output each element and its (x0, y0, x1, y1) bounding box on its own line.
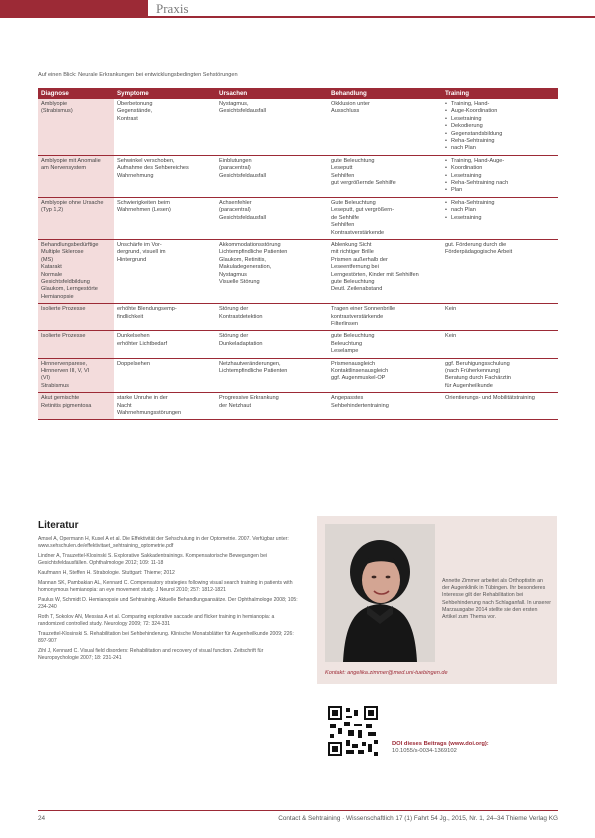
table-cell-ursachen (216, 393, 328, 420)
cell-line: Kontrastdetektion (219, 313, 263, 320)
table-cell-symptome (114, 358, 216, 393)
header-rule (148, 16, 595, 18)
cell-line: Hirnnerven III, V, VI (41, 368, 90, 374)
training-item: • Lesetraining (445, 173, 555, 180)
overview-table (38, 88, 558, 420)
cell-line: Sehhilfen (331, 172, 355, 179)
column-header: Symptome (114, 88, 216, 99)
column-header: Training (442, 88, 558, 99)
table-cell-diagnose (38, 197, 114, 239)
cell-line: Sehhilfen (331, 222, 355, 229)
cell-line: gute Beleuchtung (331, 157, 375, 164)
cell-line: Makuladegeneration, (219, 264, 272, 271)
table-cell-symptome (114, 155, 216, 197)
cell-line: Akut gemischte (41, 395, 80, 402)
cell-line: Nacht (117, 402, 132, 409)
cell-line: Leseputt, gut vergrößern- (331, 207, 395, 214)
cell-line: für Augenheilkunde (445, 382, 493, 389)
cell-line: Hemianopsie (41, 293, 74, 300)
training-item: • Koordination (445, 165, 555, 172)
training-item: • Reha-Sehtraining nach (445, 180, 555, 187)
cell-line: Wahrnehmung (117, 172, 154, 179)
cell-line: Kontaktlinsenausgleich (331, 368, 389, 374)
table-cell-symptome (114, 393, 216, 420)
cell-line: (nach Früherkennung) (445, 368, 501, 374)
author-photo (325, 524, 435, 662)
table-cell-diagnose (38, 155, 114, 197)
table-cell-behandlung (328, 331, 442, 358)
cell-line: ggf. Beruhigungsschulung (445, 360, 510, 367)
cell-line: Beratung durch Fachärztin (445, 375, 511, 382)
cell-line: (Typ 1,2) (41, 207, 64, 214)
cell-line: Multiple Sklerose (41, 249, 84, 256)
cell-line: Einblutungen (219, 157, 252, 164)
table-row (38, 239, 558, 303)
cell-line: de Sehhilfe (331, 214, 359, 221)
author-email-link[interactable]: Kontakt: angelika.zimmer@med.uni-tuebingen.de (325, 670, 448, 676)
cell-line: Orientierungs- und Mobilitätstraining (445, 395, 535, 402)
table-cell-training (442, 331, 558, 358)
cell-line: Gesichtsfeldausfall (219, 108, 266, 115)
cell-line: Nystagmus (219, 271, 247, 278)
cell-line: Angepasstes (331, 395, 364, 402)
cell-line: Förderpädagogische Arbeit (445, 249, 513, 256)
cell-line: Störung der (219, 333, 249, 340)
cell-line: (VI) (41, 375, 51, 382)
table-row (38, 99, 558, 155)
cell-line: Kein (445, 333, 457, 340)
table-cell-diagnose (38, 99, 114, 155)
cell-line: Isolierte Prozesse (41, 306, 86, 313)
cell-line: Gesichtsfeldausfall (219, 172, 266, 179)
reference-item: Trauzettel-Klosinski S. Rehabilitation bei Sehbehinderung. Klinische Monatsblätter für Augenheilkunde 2009; 226: 897-907 (38, 631, 294, 644)
cell-line: Visuelle Störung (219, 278, 260, 285)
doi-value: 10.1055/s-0034-1369102 (392, 748, 457, 754)
cell-line: Sehbehindertentraining (331, 402, 389, 409)
table-cell-ursachen (216, 331, 328, 358)
table-cell-symptome (114, 304, 216, 331)
table-cell-behandlung (328, 358, 442, 393)
cell-line: Progressive Erkrankung (219, 395, 279, 402)
table-cell-ursachen (216, 239, 328, 303)
cell-line: Prismenausgleich (331, 360, 376, 367)
cell-line: mit richtiger Brille (331, 249, 374, 256)
cell-line: (paracentral) (219, 207, 251, 214)
table-cell-training (442, 393, 558, 420)
cell-line: (MS) (41, 256, 54, 263)
cell-line: Retinitis pigmentosa (41, 402, 92, 409)
table-cell-ursachen (216, 304, 328, 331)
training-item: • Training, Hand-Auge- (445, 158, 555, 165)
cell-line: Filterlinsen (331, 320, 359, 327)
table-cell-diagnose (38, 304, 114, 331)
literature-title: Literatur (38, 520, 79, 531)
cell-line: Tragen einer Sonnenbrille (331, 306, 396, 313)
cell-line: Isolierte Prozesse (41, 333, 86, 340)
cell-line: Dunkelsehen (117, 333, 150, 340)
cell-line: Hintergrund (117, 256, 147, 263)
training-item: • Auge-Koordination (445, 108, 555, 115)
cell-line: Behandlungsbedürftige (41, 241, 99, 248)
cell-line: Amblyopie mit Anomalie (41, 157, 101, 164)
cell-line: Wahrnehmen (Lesen) (117, 207, 171, 214)
journal-citation: Contact & Sehtraining · Wissenschaftlich 17 (1) Fahrt 54 Jg., 2015, Nr. 1, 24–34 Thieme Verlag KG (278, 815, 558, 822)
table-cell-behandlung (328, 197, 442, 239)
cell-line: Lichtempfindliche Patienten (219, 249, 288, 256)
cell-line: starke Unruhe in der (117, 395, 168, 402)
table-cell-ursachen (216, 358, 328, 393)
table-row (38, 358, 558, 393)
cell-line: Gute Beleuchtung (331, 199, 376, 206)
reference-item: Roth T, Sokolov AN, Messias A et al. Comparing explorative saccade and flicker training in hemianopia: a randomized controlled study. Neurology 2009; 72: 324-331 (38, 614, 275, 627)
reference-item: Lindner A, Trauzettel-Klosinski S. Explorative Sakkadentrainings. Kompensatorische Bewegungen bei Gesichtsfeldausfällen. Ophthalmologe 2012; 109: 11-18 (38, 553, 268, 566)
table-cell-behandlung (328, 393, 442, 420)
table-cell-training (442, 197, 558, 239)
cell-line: erhöhter Lichtbedarf (117, 340, 168, 347)
cell-line: Kontrast (117, 115, 138, 122)
table-cell-ursachen (216, 99, 328, 155)
cell-line: Leseputt (331, 165, 353, 172)
cell-line: Hirnnervenparese, (41, 360, 88, 367)
table-cell-symptome (114, 331, 216, 358)
training-item: • Reha-Sehtraining (445, 138, 555, 145)
cell-line: Glaukom, Lerngestörte (41, 286, 98, 293)
cell-line: der Netzhaut (219, 402, 252, 409)
cell-line: Kontrastverstärkende (331, 229, 385, 236)
author-portrait-image (325, 524, 435, 662)
cell-line: (Strabismus) (41, 108, 73, 115)
table-cell-training (442, 155, 558, 197)
table-row (38, 155, 558, 197)
table-row (38, 393, 558, 420)
table-cell-behandlung (328, 99, 442, 155)
training-item: • nach Plan (445, 145, 555, 152)
cell-line: Nystagmus, (219, 101, 249, 107)
table-cell-behandlung (328, 304, 442, 331)
cell-line: Doppelsehen (117, 360, 150, 367)
cell-line: Leselampe (331, 348, 359, 355)
table-cell-symptome (114, 239, 216, 303)
table-cell-behandlung (328, 155, 442, 197)
author-bio: Annette Zimmer arbeitet als Orthoptistin an der Augenklinik in Tübingen. Ihr besonderes Interesse gilt der Rehabilitation bei Sehbehinderung nach Schlaganfall. In unserer Marzausgabe 2014 stellte sie den ersten Artikel zum Thema vor. (442, 578, 551, 621)
table-row (38, 331, 558, 358)
cell-line: Katarakt (41, 264, 62, 271)
training-item: • nach Plan (445, 207, 555, 214)
author-panel (317, 516, 557, 684)
doi-label[interactable]: DOI dieses Beitrags (www.doi.org): (392, 741, 489, 747)
cell-line: gut. Förderung durch die (445, 241, 507, 248)
cell-line: Achsenfehler (219, 199, 252, 206)
table-cell-behandlung (328, 239, 442, 303)
reference-item: Kaufmann H, Steffen H. Strabologie. Stuttgart: Thieme; 2012 (38, 570, 175, 576)
cell-line: Wahrnehmungsstörungen (117, 410, 182, 417)
training-item: • Training, Hand- (445, 101, 555, 108)
doi-block (392, 741, 489, 754)
cell-line: Strabismus (41, 382, 69, 389)
cell-line: Dunkeladaptation (219, 340, 263, 347)
table-cell-diagnose (38, 358, 114, 393)
table-body (38, 99, 558, 420)
cell-line: kontrastverstärkende (331, 313, 384, 320)
cell-line: Netzhautveränderungen, (219, 360, 281, 367)
table-cell-training (442, 99, 558, 155)
cell-line: Störung der (219, 306, 249, 313)
cell-line: am Nervensystem (41, 165, 87, 172)
training-item: • Lesetraining (445, 215, 555, 222)
cell-line: Ausschluss (331, 108, 360, 115)
reference-list (38, 536, 300, 665)
cell-line: Aufnahme des Sehbereiches (117, 165, 189, 172)
reference-item: Paulus W, Schmidt D. Hemianopsie und Sehtraining. Aktuelle Behandlungsansätze. Der Ophthalmologe 2008; 105: 234-240 (38, 597, 298, 610)
table-cell-training (442, 239, 558, 303)
cell-line: Überbetonung (117, 101, 153, 107)
table-cell-ursachen (216, 155, 328, 197)
cell-line: Normale Gesichtsfeldbildung (41, 271, 90, 285)
cell-line: Sehwinkel verschoben, (117, 157, 175, 164)
cell-line: Gesichtsfeldausfall (219, 214, 266, 221)
cell-line: findlichkeit (117, 313, 144, 320)
cell-line: gute Beleuchtung (331, 333, 375, 340)
cell-line: dergrund, visuell im (117, 249, 166, 256)
page-number: 24 (38, 815, 46, 822)
cell-line: Ablenkung Sicht (331, 241, 372, 248)
training-item: • Lesetraining (445, 116, 555, 123)
cell-line: Prismen außerhalb der (331, 256, 388, 263)
training-item: • Plan (445, 187, 555, 194)
table-cell-symptome (114, 99, 216, 155)
table-header-row (38, 88, 558, 99)
cell-line: (paracentral) (219, 165, 251, 172)
qr-code-icon[interactable] (328, 706, 378, 756)
table-cell-training (442, 304, 558, 331)
cell-line: Gegenstände, (117, 108, 153, 115)
cell-line: gute Beleuchtung (331, 278, 375, 285)
reference-item: Amsel A, Opermann H, Kusel A et al. Die Effektivität der Sehschulung in der Optometrie. 2007. Verfügbar unter: www.sehschulen.de/effektivitaet_sehtraining_optometrie.pdf (38, 536, 289, 549)
table-row (38, 197, 558, 239)
reference-item: Zihl J, Kennard C. Visual field disorders: Rehabilitation and recovery of visual function. Zeitschrift für Neuropsychologie 2007; 18: 231-241 (38, 648, 264, 661)
cell-line: Glaukom, Retinitis, (219, 256, 266, 263)
cell-line: Lichtempfindliche Patienten (219, 368, 288, 374)
cell-line: Amblyopie (41, 101, 68, 107)
header-accent-block (0, 0, 148, 18)
training-item: • Dekodierung (445, 123, 555, 130)
cell-line: Deutl. Zeilenabstand (331, 286, 383, 293)
cell-line: Okklusion unter (331, 101, 370, 107)
reference-item: Mannan SK, Pambakian AL, Kennard C. Compensatory strategies following visual search training in patients with homonymous hemianopia: an eye movement study. J Neurol 2010; 257: 1812-1821 (38, 580, 293, 593)
table-cell-training (442, 358, 558, 393)
cell-line: Akkommodationsstörung (219, 241, 281, 248)
table-cell-ursachen (216, 197, 328, 239)
cell-line: Schwierigkeiten beim (117, 199, 170, 206)
cell-line: erhöhte Blendungsemp- (117, 306, 177, 313)
top-bar (0, 0, 595, 18)
table-cell-diagnose (38, 239, 114, 303)
cell-line: Kein (445, 306, 457, 313)
cell-line: ggf. Augenmuskel-OP (331, 375, 386, 382)
column-header: Ursachen (216, 88, 328, 99)
cell-line: Unschärfe im Vor- (117, 241, 162, 248)
cell-line: Amblyopie ohne Ursache (41, 199, 104, 206)
cell-line: Beleuchtung (331, 340, 363, 347)
table-caption: Auf einen Blick: Neurale Erkrankungen bei entwicklungsbedingten Sehstörungen (38, 72, 238, 78)
training-item: • Reha-Sehtraining (445, 200, 555, 207)
table-cell-diagnose (38, 331, 114, 358)
section-title: Praxis (156, 1, 189, 16)
cell-line: Lerngestörten, Kinder mit Sehhilfen (331, 271, 419, 278)
column-header: Behandlung (328, 88, 442, 99)
column-header: Diagnose (38, 88, 114, 99)
cell-line: Leseentfernung bei (331, 264, 379, 271)
footer-rule (38, 810, 558, 811)
table-cell-symptome (114, 197, 216, 239)
table-cell-diagnose (38, 393, 114, 420)
training-item: • Gegenstandsbildung (445, 131, 555, 138)
table-row (38, 304, 558, 331)
cell-line: gut vergrößernde Sehhilfe (331, 180, 396, 187)
